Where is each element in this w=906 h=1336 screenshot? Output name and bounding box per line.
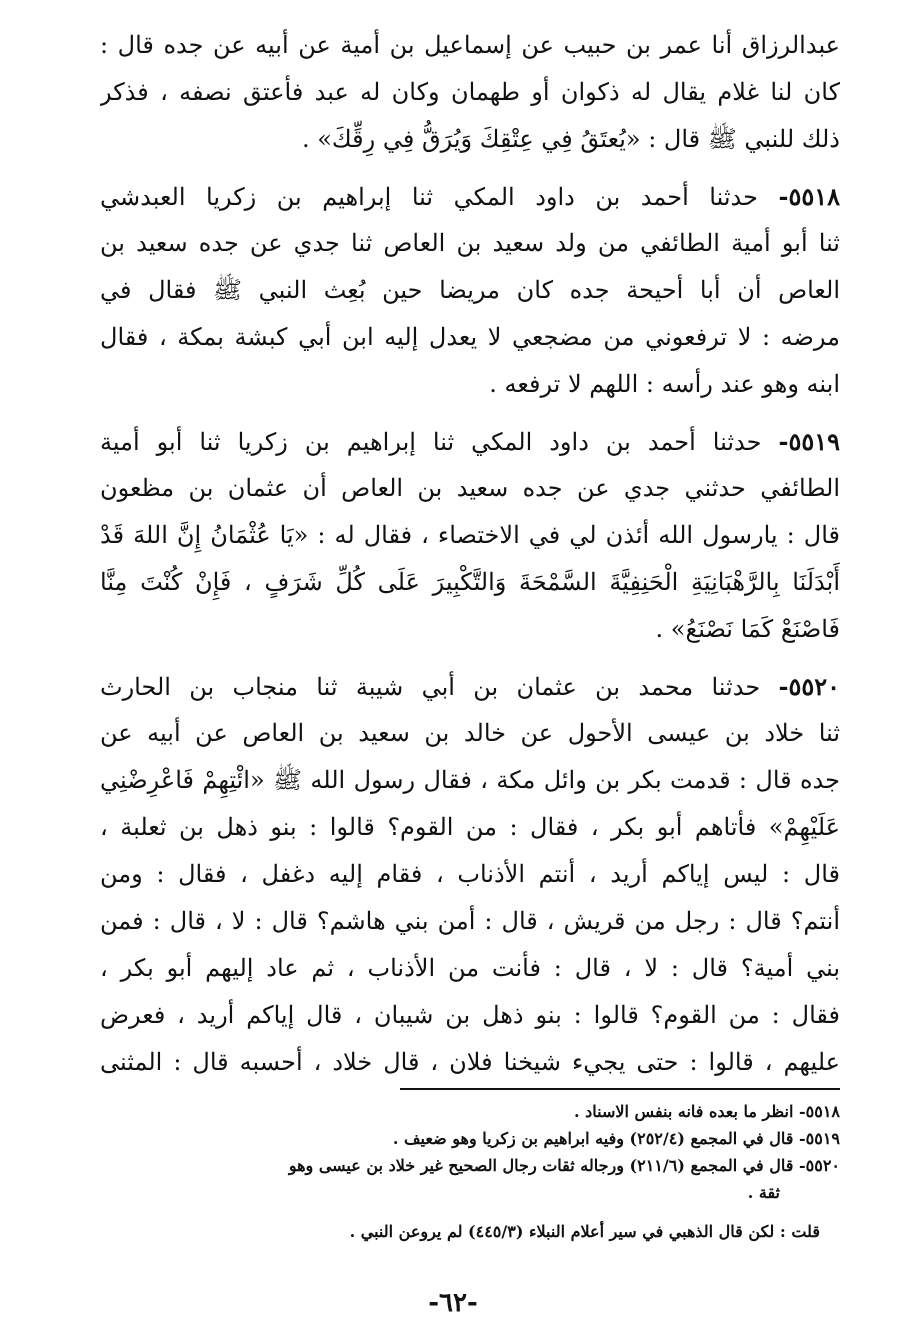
hadith-5519 xyxy=(100,418,840,653)
text-line: قال : ليس إياكم أريد ، أنتم الأذناب ، فقام إليه دغفل ، فقال : ومن xyxy=(100,860,840,888)
text-line-content: حدثنا محمد بن عثمان بن أبي شيبة ثنا منجاب بن الحارث xyxy=(100,673,761,701)
text-line-content: حدثنا أحمد بن داود المكي ثنا إبراهيم بن زكريا العبدشي xyxy=(100,183,758,211)
hadith-number: ٥٥١٩- xyxy=(778,427,840,456)
footnote: ٥٥١٨- انظر ما بعده فانه بنفس الاسناد . xyxy=(574,1102,840,1121)
text-line: كان لنا غلام يقال له ذكوان أو طهمان وكان له عبد فأعتق نصفه ، فذكر xyxy=(100,78,840,106)
text-line: ابنه وهو عند رأسه : اللهم لا ترفعه . xyxy=(489,370,840,398)
text-line: مرضه : لا ترفعوني من مضجعي لا يعدل إليه ابن أبي كبشة بمكة ، فقال xyxy=(100,323,840,351)
text-line: ثنا خلاد بن عيسى الأحول عن خالد بن سعيد بن العاص عن أبيه عن xyxy=(100,719,840,747)
text-line xyxy=(100,663,840,710)
text-line: بني أمية؟ قال : لا ، قال : فأنت من الأذناب ، ثم عاد إليهم أبو بكر ، xyxy=(100,954,840,982)
hadith-5518 xyxy=(100,173,840,408)
text-line: فقال : من القوم؟ قالوا : بنو ذهل بن شيبان ، قال إياكم أريد ، فعرض xyxy=(100,1001,840,1029)
text-line xyxy=(100,418,840,465)
footnote: ٥٥١٩- قال في المجمع (٢٥٢/٤) وفيه ابراهيم بن زكريا وهو ضعيف . xyxy=(392,1129,840,1148)
text-line: عبدالرزاق أنا عمر بن حبيب عن إسماعيل بن أمية عن أبيه عن جده قال : xyxy=(100,31,840,59)
text-line: العاص أن أبا أحيحة جده كان مريضا حين بُعِث النبي ﷺ فقال في xyxy=(100,276,840,304)
text-line: فَاصْنَعْ كَمَا نَصْنَعُ» . xyxy=(655,615,840,643)
text-line xyxy=(100,173,840,220)
text-line: أنتم؟ قال : رجل من قريش ، قال : أمن بني هاشم؟ قال : لا ، قال : فمن xyxy=(100,907,840,935)
text-line: أَبْدَلَنَا بِالرَّهْبَانِيَةِ الْحَنِفِيَّةَ السَّمْحَةَ وَالتَّكْبِيرَ عَلَى كُلِّ شَرَفٍ ، فَإِنْ كُنْتَ مِنَّا xyxy=(100,568,840,596)
text-line: عَلَيْهِمْ» فأتاهم أبو بكر ، فقال : من القوم؟ قالوا : بنو ذهل بن ثعلبة ، xyxy=(100,813,840,841)
text-line: عليهم ، قالوا : حتى يجيء شيخنا فلان ، قال خلاد ، أحسبه قال : المثنى xyxy=(100,1048,840,1076)
text-line: الطائفي حدثني جدي عن جده سعيد بن العاص أن عثمان بن مظعون xyxy=(100,474,840,502)
footnote-continuation: ثقة . xyxy=(747,1183,780,1202)
hadith-5520 xyxy=(100,663,840,1086)
paragraph-continuation xyxy=(100,22,840,163)
hadith-number: ٥٥٢٠- xyxy=(778,672,840,701)
text-line: جده قال : قدمت بكر بن وائل مكة ، فقال رسول الله ﷺ «ائْتِهِمْ فَاعْرِضْنِي xyxy=(100,766,840,794)
footnotes xyxy=(140,1098,840,1245)
text-line: ذلك للنبي ﷺ قال : «يُعتَقُ فِي عِتْقِكَ وَيُرَقُّ فِي رِقِّكَ» . xyxy=(301,125,840,153)
main-text xyxy=(100,22,840,1086)
text-line: ثنا أبو أمية الطائفي من ولد سعيد بن العاص ثنا جدي عن جده سعيد بن xyxy=(100,229,840,257)
footnote-divider xyxy=(400,1088,840,1090)
editor-note: قلت : لكن قال الذهبي في سير أعلام النبلاء (٤٤٥/٣) لم يروعن النبي . xyxy=(349,1222,820,1241)
footnote: ٥٥٢٠- قال في المجمع (٢١١/٦) ورجاله ثقات رجال الصحيح غير خلاد بن عيسى وهو xyxy=(288,1156,840,1175)
hadith-number: ٥٥١٨- xyxy=(778,182,840,211)
text-line-content: حدثنا أحمد بن داود المكي ثنا إبراهيم بن زكريا ثنا أبو أمية xyxy=(100,428,762,456)
text-line: قال : يارسول الله أئذن لي في الاختصاء ، فقال له : «يَا عُثْمَانُ إِنَّ اللهَ قَدْ xyxy=(100,521,840,549)
page-number: -٦٢- xyxy=(428,1288,478,1318)
